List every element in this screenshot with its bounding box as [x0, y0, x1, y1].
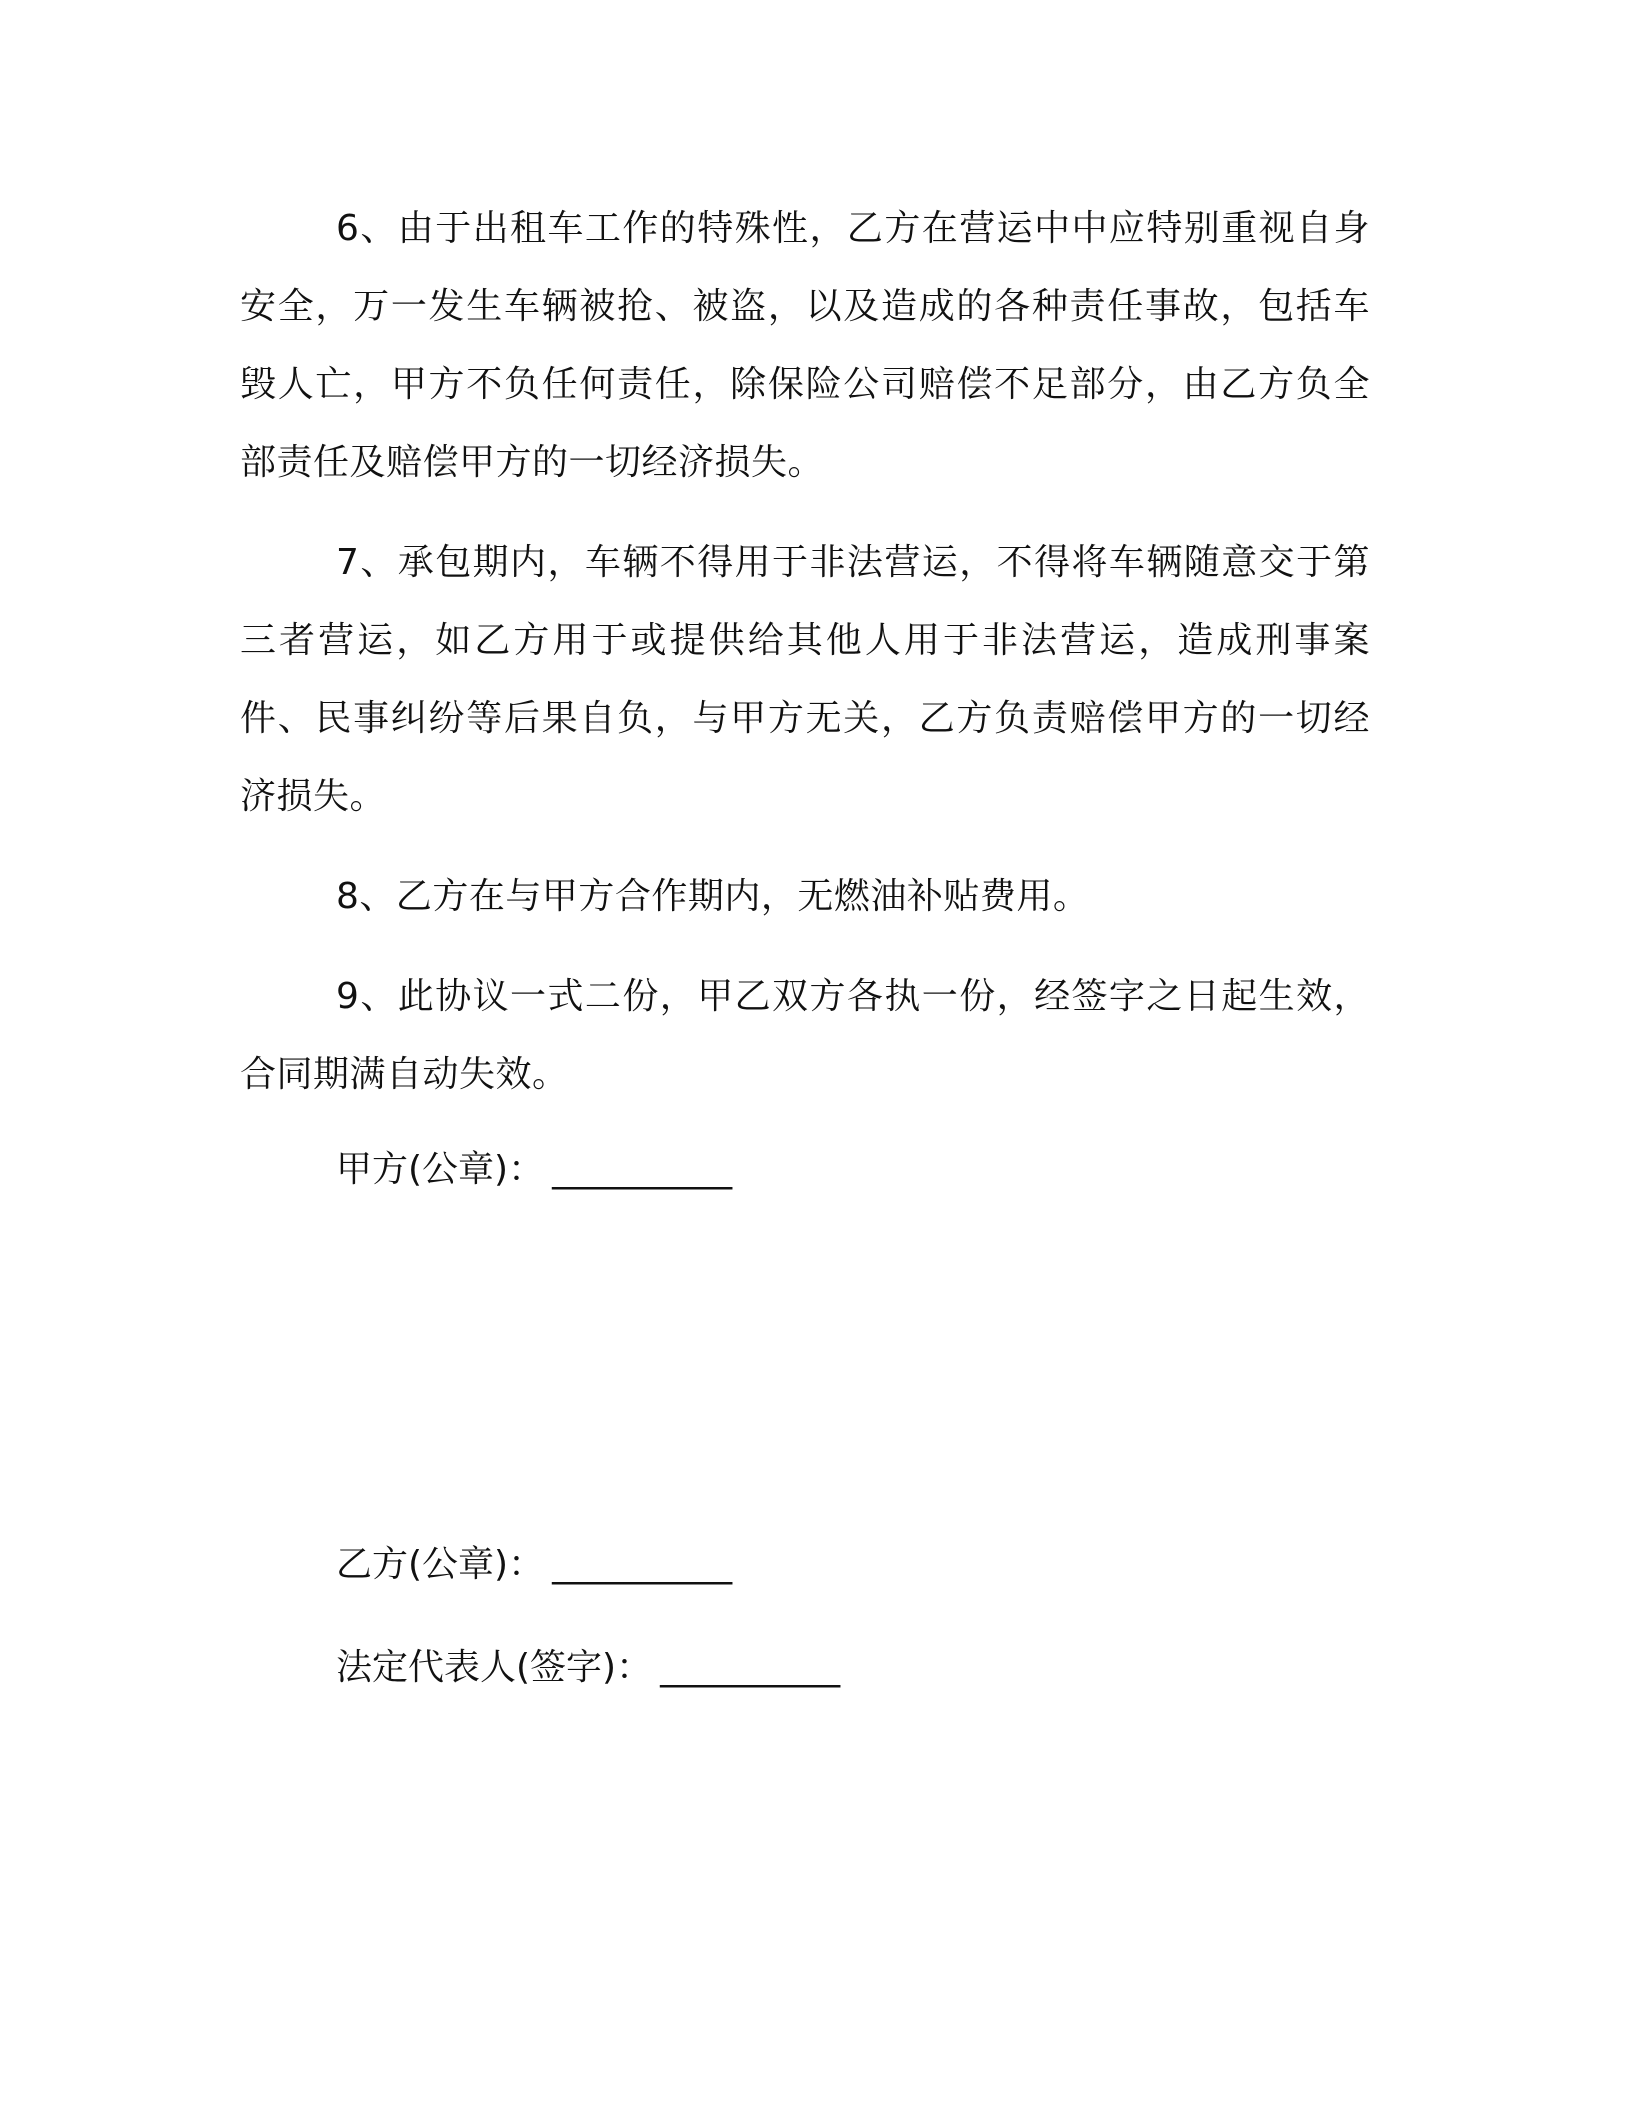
- legal-representative-signature: [336, 1638, 840, 1698]
- clause-7: 7、承包期内，车辆不得用于非法营运，不得将车辆随意交于第三者营运，如乙方用于或提供给其他人用于非法营运，造成刑事案件、民事纠纷等后果自负，与甲方无关，乙方负责赔偿甲方的一切经济损失。: [240, 542, 1370, 817]
- clauses-section: [240, 190, 1370, 1136]
- party-a-signature-line: __________: [552, 1149, 733, 1190]
- party-a-signature: [336, 1140, 732, 1200]
- legal-representative-signature-line: __________: [660, 1647, 841, 1688]
- legal-representative-label: 法定代表人(签字)：: [336, 1647, 653, 1688]
- clause-9: 9、此协议一式二份，甲乙双方各执一份，经签字之日起生效，合同期满自动失效。: [240, 976, 1370, 1095]
- party-b-signature-line: __________: [552, 1544, 733, 1585]
- party-b-signature: [336, 1535, 732, 1595]
- party-a-label: 甲方(公章)：: [336, 1149, 545, 1190]
- party-b-label: 乙方(公章)：: [336, 1544, 545, 1585]
- clause-8: 8、乙方在与甲方合作期内，无燃油补贴费用。: [336, 876, 1090, 917]
- clause-6: 6、由于出租车工作的特殊性，乙方在营运中中应特别重视自身安全，万一发生车辆被抢、被盗，以及造成的各种责任事故，包括车毁人亡，甲方不负任何责任，除保险公司赔偿不足部分，由乙方负全部责任及赔偿甲方的一切经济损失。: [240, 208, 1370, 483]
